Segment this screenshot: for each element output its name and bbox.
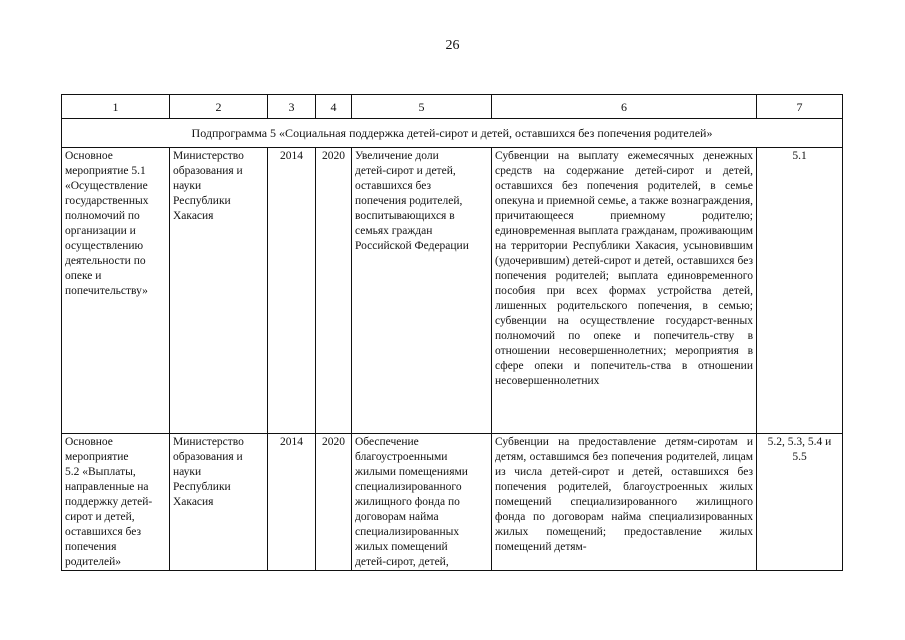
activity-line: мероприятие <box>65 451 129 463</box>
table-row <box>62 148 843 434</box>
activity-line: мероприятие 5.1 <box>65 165 146 177</box>
executor-line: Министерство <box>173 150 244 162</box>
activity-line: попечения <box>65 541 117 553</box>
header-cell: 2 <box>170 95 268 119</box>
executor-line: Республики <box>173 481 231 493</box>
indicators-cell: 5.2, 5.3, 5.4 и 5.5 <box>757 434 843 571</box>
executor-line: науки <box>173 180 202 192</box>
subprogram-table <box>61 94 843 571</box>
executor-line: науки <box>173 466 202 478</box>
result-line: детей-сирот, детей, <box>355 556 449 568</box>
header-cell: 4 <box>316 95 352 119</box>
activity-line: Основное <box>65 150 113 162</box>
result-line: благоустроенными <box>355 451 448 463</box>
result-line: жилых помещений <box>355 541 448 553</box>
result-line: оставшихся без <box>355 180 432 192</box>
result-line: Обеспечение <box>355 436 419 448</box>
activity-line: государственных <box>65 195 149 207</box>
activity-cell <box>62 434 170 571</box>
header-cell: 1 <box>62 95 170 119</box>
executor-line: Хакасия <box>173 496 214 508</box>
result-line: специализированных <box>355 526 460 538</box>
result-line: Увеличение доли <box>355 150 439 162</box>
result-line: жилищного фонда по <box>355 496 460 508</box>
subprogram-row <box>62 119 843 148</box>
activity-line: осуществлению <box>65 240 144 252</box>
executor-line: Республики <box>173 195 231 207</box>
activity-line: «Осуществление <box>65 180 148 192</box>
executor-line: образования и <box>173 165 243 177</box>
executor-cell <box>170 434 268 571</box>
activity-line: попечительству» <box>65 285 148 297</box>
subprogram-title: Подпрограмма 5 «Социальная поддержка детей-сирот и детей, оставшихся без попечения родителей» <box>62 119 843 148</box>
end-year-cell: 2020 <box>316 434 352 571</box>
header-cell: 6 <box>492 95 757 119</box>
end-year-cell: 2020 <box>316 148 352 434</box>
activity-line: оставшихся без <box>65 526 142 538</box>
activity-line: опеке и <box>65 270 102 282</box>
activity-line: организации и <box>65 225 136 237</box>
result-line: попечения родителей, <box>355 195 463 207</box>
start-year-cell: 2014 <box>268 434 316 571</box>
executor-cell <box>170 148 268 434</box>
activity-line: полномочий по <box>65 210 140 222</box>
activity-line: сирот и детей, <box>65 511 135 523</box>
executor-line: образования и <box>173 451 243 463</box>
activity-line: деятельности по <box>65 255 146 267</box>
activity-cell <box>62 148 170 434</box>
activity-line: 5.2 «Выплаты, <box>65 466 136 478</box>
result-cell <box>352 148 492 434</box>
activity-line: родителей» <box>65 556 122 568</box>
result-cell <box>352 434 492 571</box>
header-row <box>62 95 843 119</box>
activity-line: Основное <box>65 436 113 448</box>
executor-line: Министерство <box>173 436 244 448</box>
result-line: семьях граждан <box>355 225 433 237</box>
result-line: детей-сирот и детей, <box>355 165 456 177</box>
activity-line: направленные на <box>65 481 149 493</box>
header-cell: 3 <box>268 95 316 119</box>
header-cell: 7 <box>757 95 843 119</box>
executor-line: Хакасия <box>173 210 214 222</box>
indicators-cell: 5.1 <box>757 148 843 434</box>
measures-cell: Субвенции на предоставление детям-сиротам и детям, оставшимся без попечения родителей, лицам из числа детей-сирот и детей, оставшихся без попечения родителей, благоустроенных жилых помещений специализированного жилищного фонда по договорам найма специализированных жилых помещений; предоставление жилых помещений детям- <box>492 434 757 571</box>
result-line: жилыми помещениями <box>355 466 468 478</box>
result-line: договорам найма <box>355 511 439 523</box>
activity-line: поддержку детей- <box>65 496 153 508</box>
measures-cell: Субвенции на выплату ежемесячных денежных средств на содержание детей-сирот и детей, оставшихся без попечения родителей, в семье опекуна и приемной семье, а также вознаграждения, причитающееся приемному родителю; единовременная выплата гражданам, проживающим на территории Республики Хакасия, усыновившим (удочерившим) детей-сирот и детей, оставшихся без попечения родителей; выплата единовременного пособия при всех формах устройства детей, лишенных родительского попечения, в семью; субвенции на осуществление государст-венных полномочий по опеке и попечитель-ству в отношении несовершеннолетних; мероприятия в сфере опеки и попечитель-ства в отношении несовершеннолетних <box>492 148 757 434</box>
result-line: воспитывающихся в <box>355 210 455 222</box>
result-line: специализированного <box>355 481 462 493</box>
table-row <box>62 434 843 571</box>
page-number: 26 <box>445 38 460 53</box>
result-line: Российской Федерации <box>355 240 469 252</box>
header-cell: 5 <box>352 95 492 119</box>
start-year-cell: 2014 <box>268 148 316 434</box>
